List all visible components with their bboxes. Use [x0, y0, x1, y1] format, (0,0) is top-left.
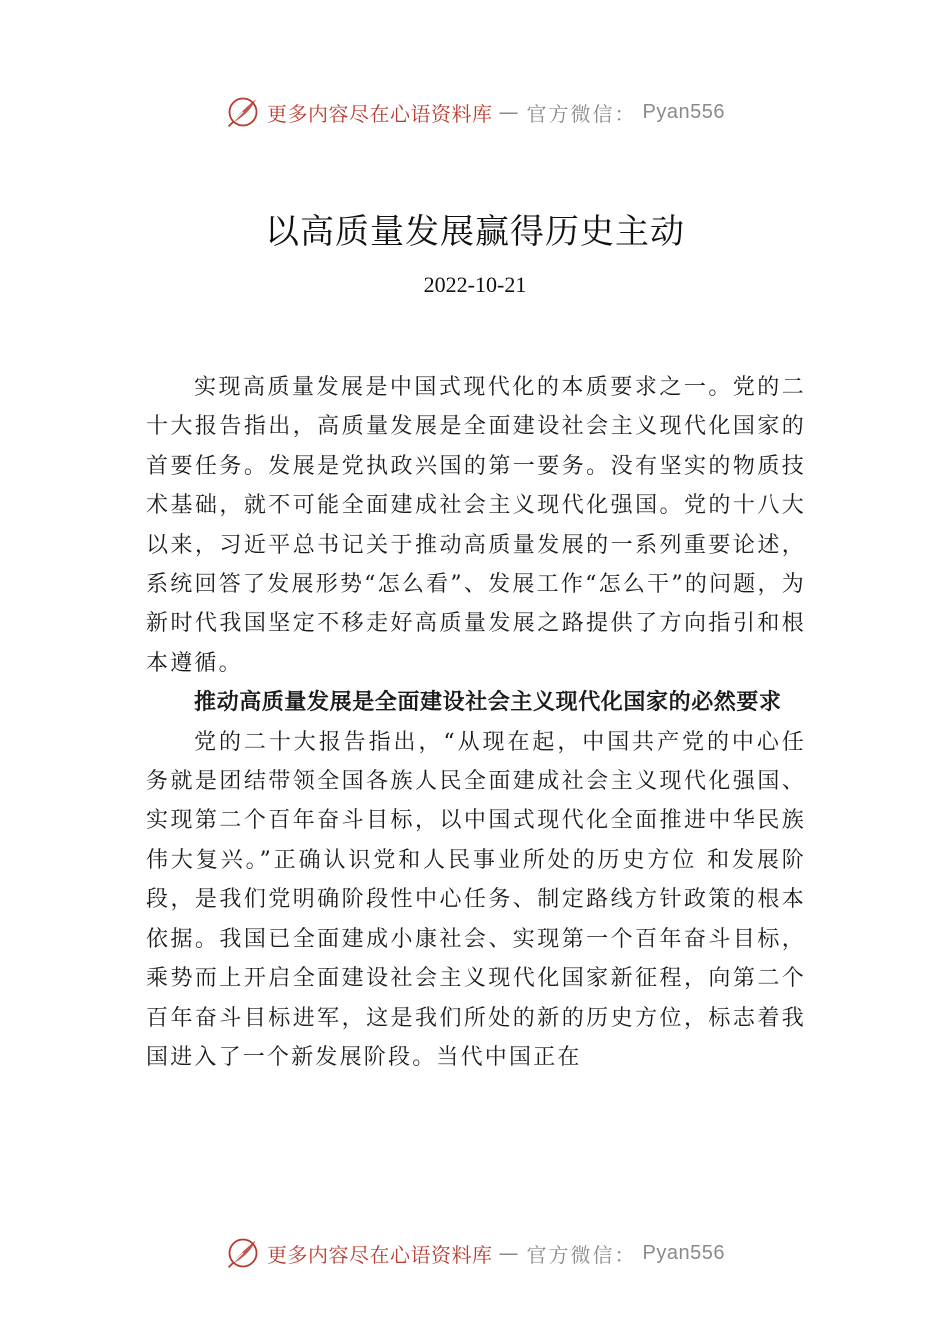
section-heading: 推动高质量发展是全面建设社会主义现代化国家的必然要求: [194, 690, 782, 716]
page-title: 以高质量发展赢得历史主动: [265, 212, 685, 252]
intro-paragraph: 实现高质量发展是中国式现代化的本质要求之一。党的二十大报告指出，高质量发展是全面建设社会主义现代化国家的首要任务。发展是党执政兴国的第一要务。没有坚实的物质技术基础，就不可能全面建成社会主义现代化强国。党的十八大以来，习近平总书记关于推动高质量发展的一系列重要论述，系统回答了发展形势“怎么看”、发展工作“怎么干”的问题，为新时代我国坚定不移走好高质量发展之路提供了方向指引和根本遵循。: [146, 375, 806, 676]
watermark-separator: —: [498, 1241, 521, 1265]
section-paragraph: 党的二十大报告指出，“从现在起，中国共产党的中心任务就是团结带领全国各族人民全面建成社会主义现代化强国、实现第二个百年奋斗目标，以中国式现代化全面推进中华民族伟大复兴。”正确认识党和人民事业所处的历史方位 和发展阶段，是我们党明确阶段性中心任务、制定路线方针政策的根本依据。我国已全面建成小康社会、实现第一个百年奋斗目标，乘势而上开启全面建设社会主义现代化国家新征程，向第二个百年奋斗目标进军，这是我们所处的新的历史方位，标志着我国进入了一个新发展阶段。当代中国正在: [146, 729, 806, 1070]
watermark-wechat-label: 官方微信：: [526, 101, 637, 126]
watermark-brand-text: 更多内容尽在心语资料库: [267, 1242, 493, 1267]
publish-date: 2022-10-21: [423, 272, 527, 297]
header-watermark: [0, 94, 950, 130]
feather-quill-logo-icon: [225, 94, 261, 130]
watermark-brand-text: 更多内容尽在心语资料库: [267, 101, 493, 126]
feather-quill-logo-icon: [225, 1235, 261, 1271]
watermark-wechat-label: 官方微信：: [526, 1242, 637, 1267]
footer-watermark: [0, 1235, 950, 1271]
article-body: [146, 368, 806, 1077]
watermark-separator: —: [498, 100, 521, 124]
watermark-wechat-id: Pyan556: [642, 100, 725, 123]
watermark-wechat-id: Pyan556: [642, 1241, 725, 1264]
